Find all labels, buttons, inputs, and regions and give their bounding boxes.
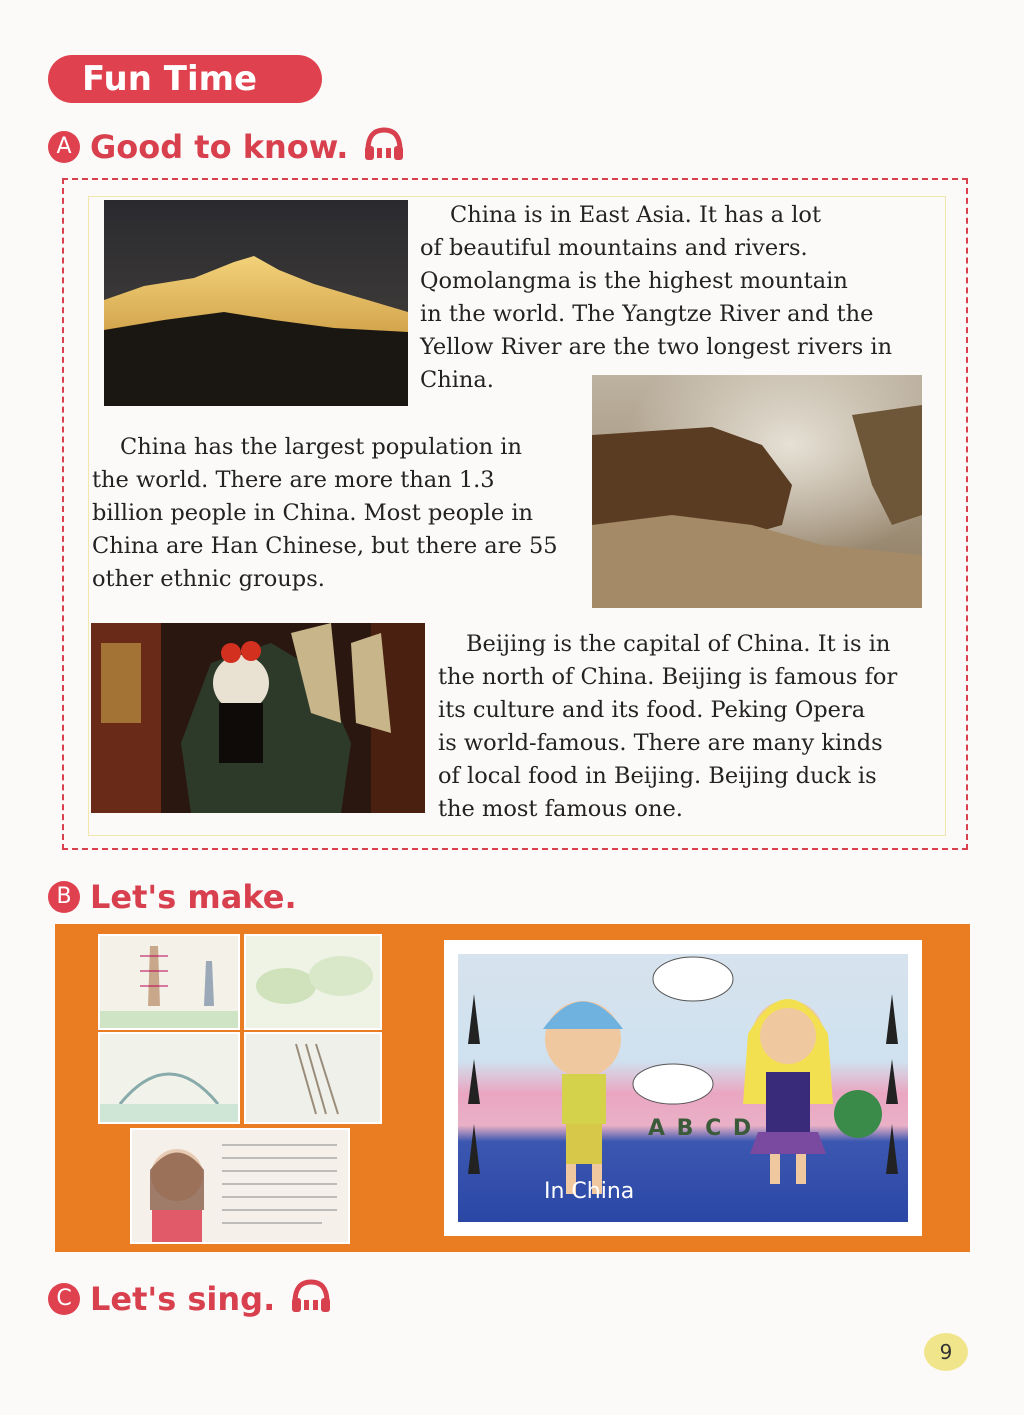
headphone-icon[interactable] (362, 124, 406, 170)
section-c-title: Let's sing. (90, 1280, 276, 1318)
section-c-heading (48, 1276, 333, 1322)
section-letter-a: A (48, 131, 80, 163)
drawing-pagoda (98, 934, 240, 1030)
drawing-bridge (98, 1032, 240, 1124)
paragraph-beijing: Beijing is the capital of China. It is in the north of China. Beijing is famous for its culture and its food. Peking Opera is world-famous. There are many kinds of local food in Beijing. Beijing duck is the most famous one. (438, 631, 898, 822)
section-a-title: Good to know. (90, 128, 349, 166)
section-letter-c: C (48, 1283, 80, 1315)
poster-abcd: A B C D (648, 1116, 754, 1141)
paragraph-population: China has the largest population in the world. There are more than 1.3 billion people in China. Most people in China are Han Chinese, but there are 55 other ethnic groups. (92, 434, 558, 592)
waterfall-photo (592, 375, 922, 608)
poster-drawing (458, 954, 908, 1222)
section-b-heading (48, 878, 297, 916)
drawing-portrait-letter (130, 1128, 350, 1244)
mountain-photo (104, 200, 408, 406)
paragraph-geography: China is in East Asia. It has a lot of beautiful mountains and rivers. Qomolangma is the highest mountain in the world. The Yangtze River and the Yellow River are the two longest rivers in China. (420, 202, 893, 393)
drawing-waterfall (244, 1032, 382, 1124)
poster-frame (444, 940, 922, 1236)
headphone-icon[interactable] (289, 1276, 333, 1322)
page-number: 9 (924, 1333, 968, 1371)
poster-caption: In China (544, 1179, 635, 1204)
section-b-title: Let's make. (90, 878, 297, 916)
section-a-heading (48, 124, 406, 170)
drawing-hills (244, 934, 382, 1030)
page-title: Fun Time (48, 55, 322, 103)
peking-opera-photo (91, 623, 425, 813)
section-letter-b: B (48, 881, 80, 913)
